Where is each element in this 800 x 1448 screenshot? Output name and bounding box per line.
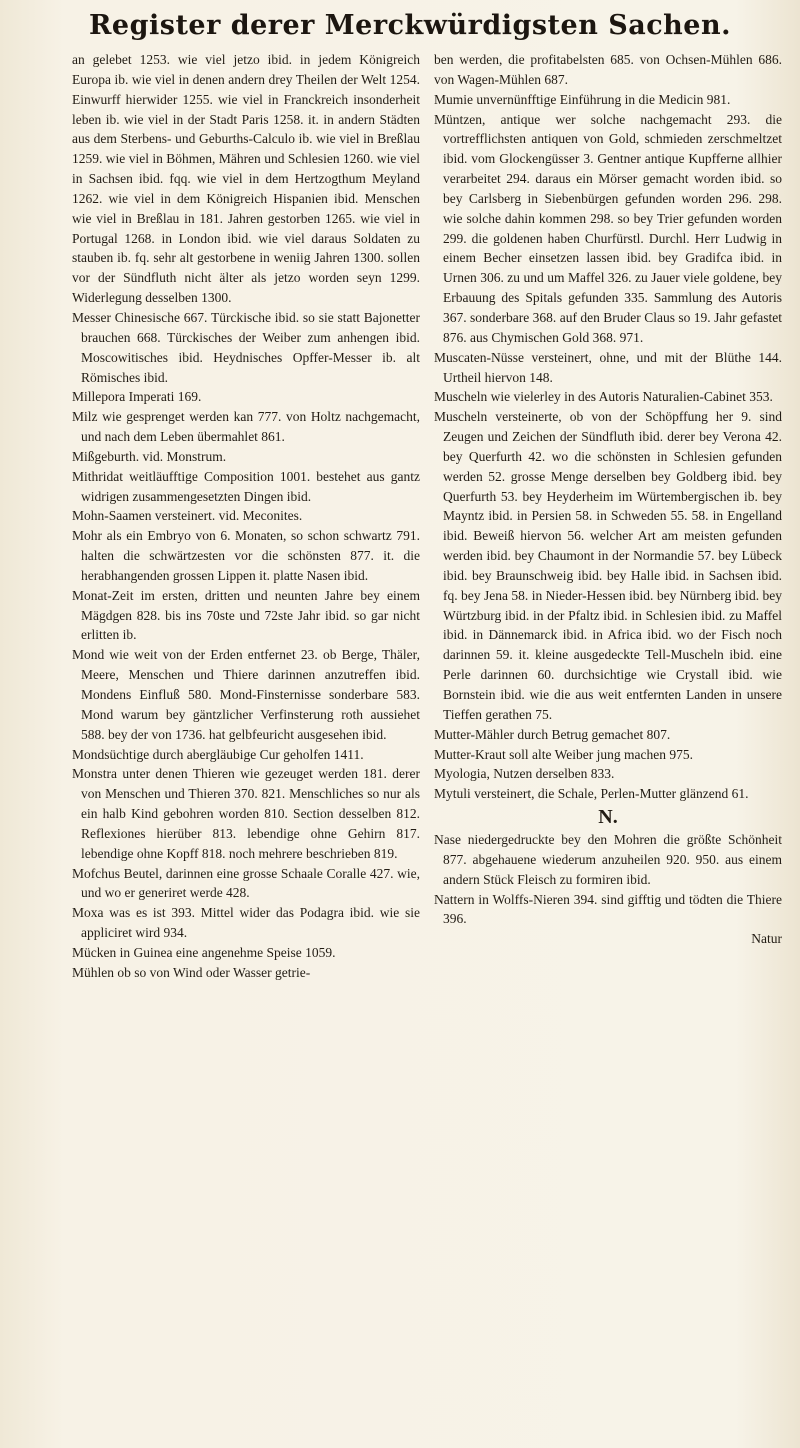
- entry-nase: Nase niedergedruckte bey den Mohren die größte Schönheit 877. abgehauene wiederum anzuheilen 920. 950. aus einem andern Stück Fleisch zu formiren ibid.: [434, 832, 782, 887]
- catchword: Natur: [751, 931, 782, 947]
- entry-muentzen: Müntzen, antique wer solche nachgemacht 293. die vortrefflichsten antiquen von Gold, schmieden zerschmeltzet ibid. vom Glockengüsser 3. Gentner antique Kupfferne allhier verarbeitet 294. daraus ein Mörser gemacht worden ibid. so bey Carlsberg in Siebenbürgen gefunden worden 296. 298. wie solche dahin kommen 298. so bey Trier gefunden worden 299. die goldenen haben Churfürstl. Durchl. Herr Ludwig in einem Becher einsetzen lassen ibid. bey Gradifca ibid. in Urnen 306. zu und um Maffel 326. zu Jauer viele goldene, bey Erbauung des Spitals gefunden 335. Sammlung des Autoris 367. sonderbare 368. auf den Bruder Claus so 19. Jahr gefastet 876. aus Chymischen Gold 368. 971.: [434, 111, 782, 345]
- entry-messer: Messer Chinesische 667. Türckische ibid. so sie statt Bajonetter brauchen 668. Türckisches der Weiber zum anhengen ibid. Moscowitisches ibid. Heydnisches Opffer-Messer ib. alt Römisches ibid.: [72, 309, 420, 385]
- entry-mutter-maehler: Mutter-Mähler durch Betrug gemachet 807.: [434, 726, 671, 742]
- entry-milz: Milz wie gesprenget werden kan 777. von Holtz nachgemacht, und nach dem Leben übermahlet 861.: [72, 409, 420, 445]
- right-column: [434, 50, 782, 1430]
- entry-mohn-saamen: Mohn-Saamen versteinert. vid. Meconites.: [72, 508, 303, 524]
- section-letter-n: N.: [598, 806, 618, 829]
- entry-muscheln: Muscheln wie vielerley in des Autoris Naturalien-Cabinet 353.: [434, 389, 773, 405]
- entry-monstra: Monstra unter denen Thieren wie gezeuget werden 181. derer von Menschen und Thieren 370. 821. Menschliches so nur als ein halb Kind gebohren worden 810. Section desselben 812. Reflexiones hierüber 813. lebendige ohne Gehirn 817. lebendige ohne Kopff 818. noch mehrere beschrieben 819.: [72, 766, 420, 861]
- entry-myologia: Myologia, Nutzen derselben 833.: [434, 766, 615, 782]
- entry-monat-zeit: Monat-Zeit im ersten, dritten und neunten Jahre bey einem Mägdgen 828. bis ins 70ste und 72ste Jahr ibid. so gar nicht erlitten ib.: [72, 587, 420, 643]
- entry-moschus-beutel: Mofchus Beutel, darinnen eine grosse Schaale Coralle 427. wie, und wo er generiret werde 428.: [72, 865, 420, 901]
- entry-muscheln-versteinerte: Muscheln versteinerte, ob von der Schöpffung her 9. sind Zeugen und Zeichen der Sündfluth ibid. derer bey Verona 42. bey Querfurth 42. wo die schönsten in Schlesien gefunden werden 52. grosse Menge derselben bey Goldberg ibid. bey Querfurth 53. bey Heyderheim im Würtembergischen ib. bey Mayntz ibid. in Persien 58. in Schweden 55. 58. in Engelland ibid. Beweiß hiervon 56. welcher Art am meisten gefunden werden ibid. bey Chaumont in der Normandie 57. bey Lübeck ibid. bey Braunschweig ibid. bey Halle ibid. in Sachsen ibid. fq. bey Jena 58. in Nieder-Hessen ibid. bey Nürnberg ibid. bey Würtzburg ibid. in der Pfaltz ibid. in Schlesien ibid. zu Maffel ibid. in Dännemarck ibid. in Africa ibid. wo der Fisch noch darinnen 59. it. kleine ausgedeckte Tell-Muscheln ibid. eine Perle darinnen 60. durchsichtige wie Crystall ibid. wie Bornstein ibid. wie die aus weit entfernten Landen in unsere Tieffen gerathen 75.: [434, 409, 782, 722]
- register-columns: [72, 50, 782, 1430]
- entry-muscaten-nuesse: Muscaten-Nüsse versteinert, ohne, und mit der Blüthe 144. Urtheil hiervon 148.: [434, 349, 782, 385]
- entry-mytuli: Mytuli versteinert, die Schale, Perlen-Mutter glänzend 61.: [434, 786, 749, 802]
- entry-nattern: Nattern in Wolffs-Nieren 394. sind gifftig und tödten die Thiere 396.: [434, 891, 782, 927]
- entry-menschen-cont: an gelebet 1253. wie viel jetzo ibid. in jedem Königreich Europa ib. wie viel in denen andern drey Theilen der Welt 1254. Einwurff hierwider 1255. wie viel in Franckreich insonderheit leben ib. wie viel in der Stadt Paris 1258. it. in andern Städten aus dem Sterbens- und Geburths-Calculo ib. wie viel in Breßlau 1259. wie viel in Böhmen, Mähren und Schlesien 1260. wie viel in Sachsen ibid. fqq. wie viel in dem Hertzogthum Meyland 1262. wie viel in dem Königreich Hispanien ibid. Menschen wie viel in Breßlau in 181. Jahren gestorben 1265. wie viel in Portugal 1268. in London ibid. wie viel daraus Soldaten zu stauben ib. fq. sehr alt gestorbene in weniig Jahren 1300. sollen vor der Sündfluth nicht älter als jetzo worden seyn 1299. Widerlegung desselben 1300.: [72, 52, 420, 306]
- entry-mumie: Mumie unvernünfftige Einführung in die Medicin 981.: [434, 91, 731, 107]
- entry-mond: Mond wie weit von der Erden entfernet 23. ob Berge, Thäler, Meere, Menschen und Thiere darinnen anzutreffen ibid. Mondens Einfluß 580. Mond-Finsternisse sonderbare 583. Mond warum bey gäntzlicher Verfinsterung roth aussiehet 588. bey der von 1736. hat gelbfeuricht ausgesehen ibid.: [72, 647, 420, 742]
- entry-mutter-kraut: Mutter-Kraut soll alte Weiber jung machen 975.: [434, 746, 693, 762]
- entry-mohr: Mohr als ein Embryo von 6. Monaten, so schon schwartz 791. halten die schwärtzesten vor die schönsten 877. it. die herabhangenden grossen Lippen it. platte Nasen ibid.: [72, 528, 420, 583]
- entry-muehlen-cont: ben werden, die profitabelsten 685. von Ochsen-Mühlen 686. von Wagen-Mühlen 687.: [434, 52, 782, 87]
- entry-mondsuechtige: Mondsüchtige durch abergläubige Cur geholfen 1411.: [72, 746, 364, 762]
- entry-millepora: Millepora Imperati 169.: [72, 389, 202, 405]
- entry-missgeburth: Mißgeburth. vid. Monstrum.: [72, 448, 227, 464]
- entry-muehlen: Mühlen ob so von Wind oder Wasser getrie-: [72, 964, 311, 980]
- page-header: Register derer Merckwürdigsten Sachen.: [88, 10, 732, 41]
- entry-moxa: Moxa was es ist 393. Mittel wider das Podagra ibid. wie sie appliciret wird 934.: [72, 905, 420, 941]
- entry-muecken: Mücken in Guinea eine angenehme Speise 1059.: [72, 944, 336, 960]
- entry-mithridat: Mithridat weitläufftige Composition 1001. bestehet aus gantz widrigen zusammengesetzten Dingen ibid.: [72, 468, 420, 504]
- left-column: [72, 50, 420, 1430]
